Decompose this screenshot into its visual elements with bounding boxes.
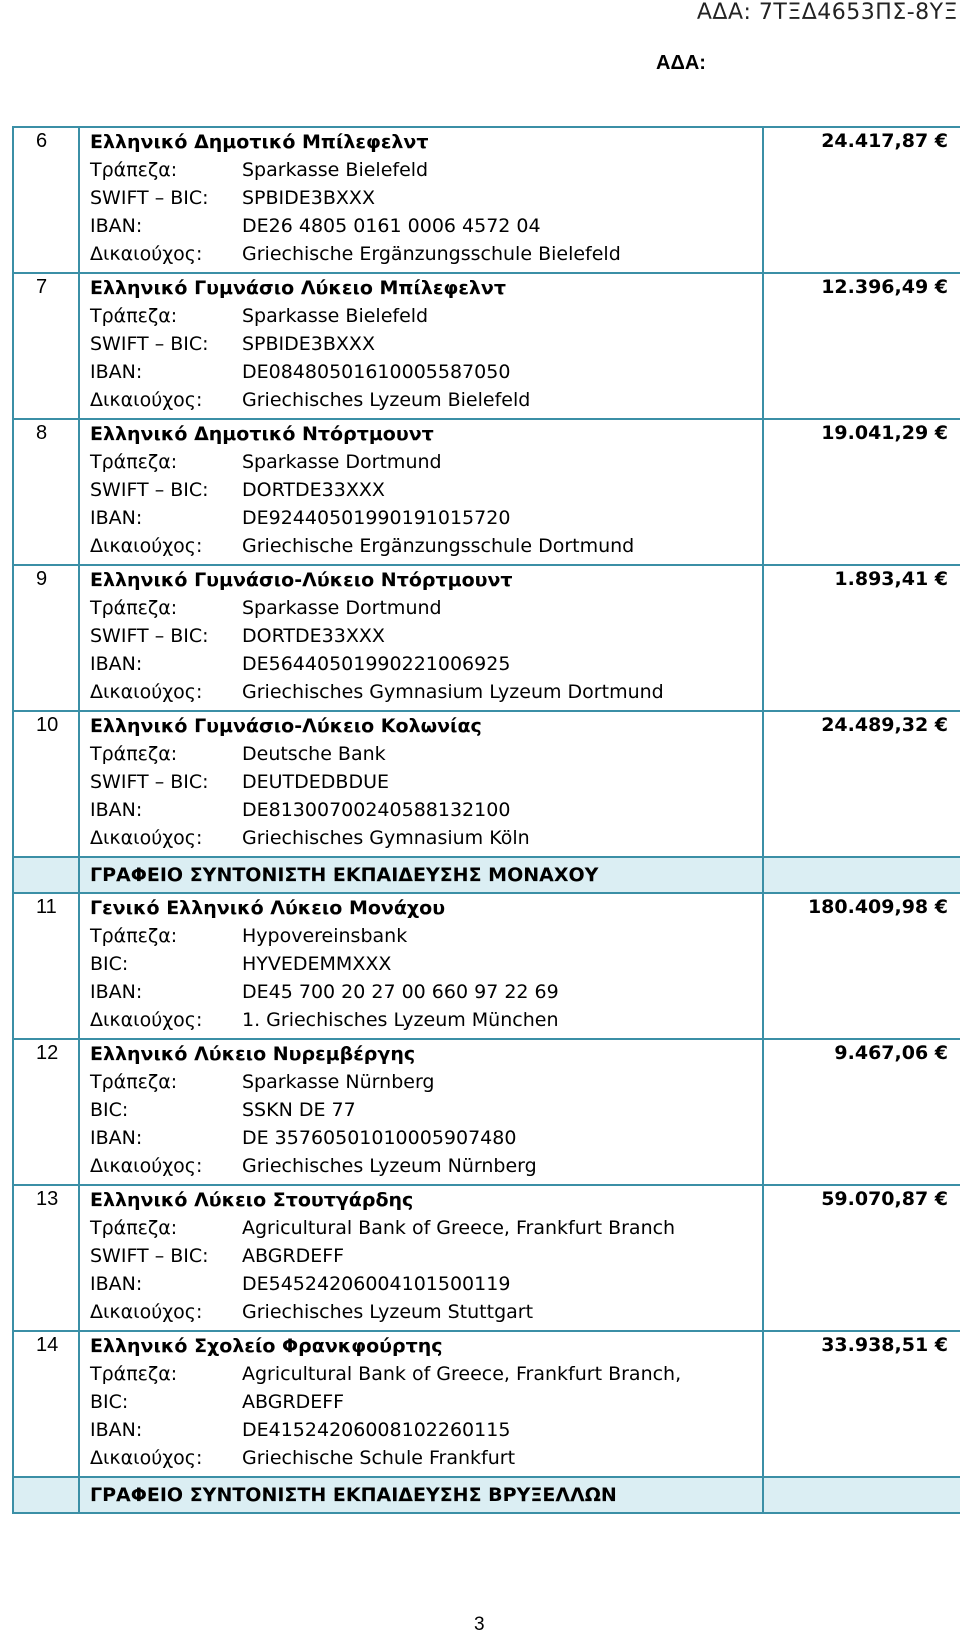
bank-value: Sparkasse Nürnberg (242, 1071, 435, 1093)
bic-label: SWIFT – BIC: (90, 625, 209, 647)
beneficiary-value: Griechische Schule Frankfurt (242, 1447, 516, 1469)
beneficiary-label: Δικαιούχος: (90, 535, 203, 557)
bic-label: SWIFT – BIC: (90, 333, 209, 355)
iban-value: DE81300700240588132100 (242, 799, 511, 821)
section-title: ΓΡΑΦΕΙΟ ΣΥΝΤΟΝΙΣΤΗ ΕΚΠΑΙΔΕΥΣΗΣ ΜΟΝΑΧΟΥ (90, 864, 599, 886)
iban-label: IBAN: (90, 361, 143, 383)
table-row (13, 1185, 960, 1331)
school-title: Ελληνικό Γυμνάσιο Λύκειο Μπίλεφελντ (90, 277, 506, 299)
iban-label: IBAN: (90, 653, 143, 675)
row-number: 10 (13, 711, 79, 857)
bank-label: Τράπεζα: (90, 925, 178, 947)
bic-label: SWIFT – BIC: (90, 1245, 209, 1267)
amount: 180.409,98 € (763, 893, 960, 1039)
school-title: Ελληνικό Λύκειο Στουτγάρδης (90, 1189, 414, 1211)
bank-value: Sparkasse Bielefeld (242, 305, 429, 327)
bank-label: Τράπεζα: (90, 1071, 178, 1093)
beneficiary-value: Griechisches Gymnasium Lyzeum Dortmund (242, 681, 664, 703)
row-number: 14 (13, 1331, 79, 1477)
school-title: Ελληνικό Γυμνάσιο-Λύκειο Κολωνίας (90, 715, 482, 737)
table-row (13, 1331, 960, 1477)
ada-label: ΑΔΑ: (656, 52, 706, 74)
beneficiary-value: Griechisches Lyzeum Nürnberg (242, 1155, 537, 1177)
iban-label: IBAN: (90, 1127, 143, 1149)
beneficiary-label: Δικαιούχος: (90, 1447, 203, 1469)
section-header-brussels (13, 1477, 960, 1513)
beneficiary-label: Δικαιούχος: (90, 243, 203, 265)
bank-value: Sparkasse Bielefeld (242, 159, 429, 181)
iban-value: DE08480501610005587050 (242, 361, 511, 383)
ada-code-header: ΑΔΑ: 7ΤΞΔ4653ΠΣ-8ΥΞ (696, 0, 958, 25)
beneficiary-label: Δικαιούχος: (90, 1301, 203, 1323)
bic-label: SWIFT – BIC: (90, 187, 209, 209)
bank-label: Τράπεζα: (90, 451, 178, 473)
table-row (13, 893, 960, 1039)
school-title: Ελληνικό Σχολείο Φρανκφούρτης (90, 1335, 443, 1357)
bank-label: Τράπεζα: (90, 305, 178, 327)
payments-table (12, 126, 960, 1514)
bic-value: DEUTDEDBDUE (242, 771, 389, 793)
amount: 9.467,06 € (763, 1039, 960, 1185)
row-number: 6 (13, 127, 79, 273)
beneficiary-label: Δικαιούχος: (90, 1155, 203, 1177)
row-number: 8 (13, 419, 79, 565)
row-number: 9 (13, 565, 79, 711)
beneficiary-value: Griechisches Lyzeum Bielefeld (242, 389, 531, 411)
bank-label: Τράπεζα: (90, 159, 178, 181)
school-title: Ελληνικό Δημοτικό Ντόρτμουντ (90, 423, 434, 445)
amount: 1.893,41 € (763, 565, 960, 711)
beneficiary-value: Griechisches Gymnasium Köln (242, 827, 530, 849)
bank-label: Τράπεζα: (90, 1363, 178, 1385)
iban-value: DE92440501990191015720 (242, 507, 511, 529)
table-row (13, 565, 960, 711)
iban-value: DE54524206004101500119 (242, 1273, 511, 1295)
beneficiary-label: Δικαιούχος: (90, 1009, 203, 1031)
bic-value: ABGRDEFF (242, 1245, 345, 1267)
bic-value: DORTDE33XXX (242, 625, 385, 647)
bank-label: Τράπεζα: (90, 1217, 178, 1239)
bank-value: Deutsche Bank (242, 743, 386, 765)
row-number: 7 (13, 273, 79, 419)
beneficiary-label: Δικαιούχος: (90, 827, 203, 849)
beneficiary-value: Griechisches Lyzeum Stuttgart (242, 1301, 534, 1323)
page-number: 3 (474, 1614, 485, 1635)
table-row (13, 273, 960, 419)
iban-label: IBAN: (90, 215, 143, 237)
iban-value: DE26 4805 0161 0006 4572 04 (242, 215, 541, 237)
bic-value: SPBIDE3BXXX (242, 333, 375, 355)
beneficiary-value: Griechische Ergänzungsschule Bielefeld (242, 243, 621, 265)
bic-label: BIC: (90, 1099, 129, 1121)
bic-value: ABGRDEFF (242, 1391, 345, 1413)
bank-label: Τράπεζα: (90, 597, 178, 619)
amount: 33.938,51 € (763, 1331, 960, 1477)
amount: 19.041,29 € (763, 419, 960, 565)
table-row (13, 419, 960, 565)
iban-label: IBAN: (90, 981, 143, 1003)
iban-value: DE56440501990221006925 (242, 653, 511, 675)
amount: 24.489,32 € (763, 711, 960, 857)
row-number: 12 (13, 1039, 79, 1185)
bic-label: SWIFT – BIC: (90, 479, 209, 501)
bic-label: BIC: (90, 1391, 129, 1413)
bank-label: Τράπεζα: (90, 743, 178, 765)
iban-label: IBAN: (90, 507, 143, 529)
section-title: ΓΡΑΦΕΙΟ ΣΥΝΤΟΝΙΣΤΗ ΕΚΠΑΙΔΕΥΣΗΣ ΒΡΥΞΕΛΛΩΝ (90, 1484, 617, 1506)
table-row (13, 711, 960, 857)
bic-label: SWIFT – BIC: (90, 771, 209, 793)
school-title: Ελληνικό Λύκειο Νυρεμβέργης (90, 1043, 416, 1065)
table-row (13, 127, 960, 273)
beneficiary-value: Griechische Ergänzungsschule Dortmund (242, 535, 635, 557)
amount: 12.396,49 € (763, 273, 960, 419)
iban-label: IBAN: (90, 799, 143, 821)
iban-label: IBAN: (90, 1273, 143, 1295)
iban-value: DE 35760501010005907480 (242, 1127, 517, 1149)
bic-value: HYVEDEMMXXX (242, 953, 392, 975)
amount: 24.417,87 € (763, 127, 960, 273)
amount: 59.070,87 € (763, 1185, 960, 1331)
school-title: Ελληνικό Δημοτικό Μπίλεφελντ (90, 131, 429, 153)
beneficiary-value: 1. Griechisches Lyzeum München (242, 1009, 559, 1031)
section-header-munich (13, 857, 960, 893)
row-number: 13 (13, 1185, 79, 1331)
bic-value: DORTDE33XXX (242, 479, 385, 501)
school-title: Γενικό Ελληνικό Λύκειο Μονάχου (90, 897, 446, 919)
row-number: 11 (13, 893, 79, 1039)
iban-value: DE45 700 20 27 00 660 97 22 69 (242, 981, 559, 1003)
iban-label: IBAN: (90, 1419, 143, 1441)
bic-label: BIC: (90, 953, 129, 975)
table-row (13, 1039, 960, 1185)
bank-value: Sparkasse Dortmund (242, 597, 442, 619)
beneficiary-label: Δικαιούχος: (90, 681, 203, 703)
school-title: Ελληνικό Γυμνάσιο-Λύκειο Ντόρτμουντ (90, 569, 513, 591)
bank-value: Agricultural Bank of Greece, Frankfurt Branch, (242, 1363, 682, 1385)
beneficiary-label: Δικαιούχος: (90, 389, 203, 411)
iban-value: DE41524206008102260115 (242, 1419, 511, 1441)
bank-value: Agricultural Bank of Greece, Frankfurt Branch (242, 1217, 676, 1239)
bic-value: SPBIDE3BXXX (242, 187, 375, 209)
bank-value: Hypovereinsbank (242, 925, 408, 947)
bank-value: Sparkasse Dortmund (242, 451, 442, 473)
bic-value: SSKN DE 77 (242, 1099, 356, 1121)
